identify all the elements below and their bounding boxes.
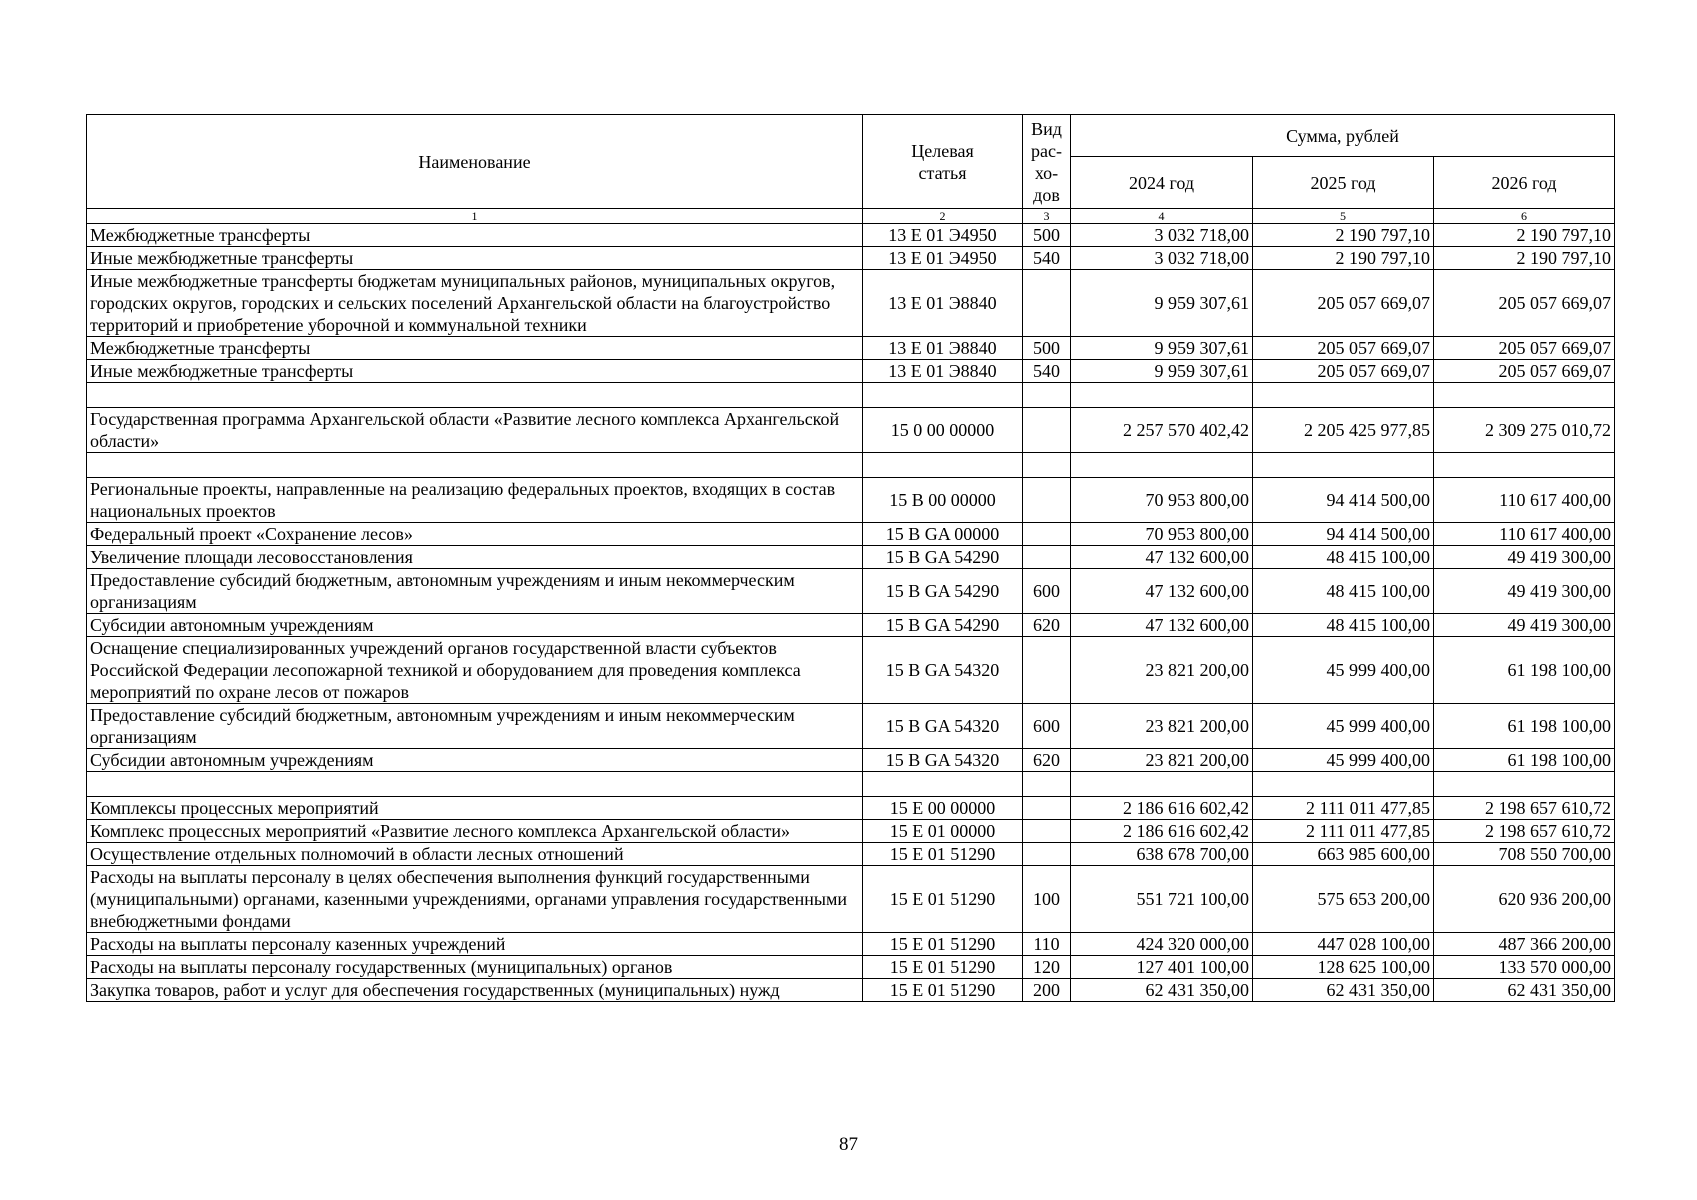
row-expense-type: 100 <box>1023 866 1071 933</box>
row-target-article: 15 Е 01 51290 <box>863 979 1023 1002</box>
header-target-line2: статья <box>918 162 967 183</box>
empty-cell <box>1434 383 1615 408</box>
row-target-article: 15 Е 01 51290 <box>863 843 1023 866</box>
column-number: 4 <box>1071 209 1253 224</box>
row-expense-type: 500 <box>1023 337 1071 360</box>
row-expense-type <box>1023 797 1071 820</box>
row-amount-2026: 2 190 797,10 <box>1434 247 1615 270</box>
empty-cell <box>1434 453 1615 478</box>
table-body <box>87 224 1615 1002</box>
row-name: Расходы на выплаты персоналу государственных (муниципальных) органов <box>87 956 863 979</box>
row-target-article: 15 В GA 54290 <box>863 569 1023 614</box>
row-target-article: 15 В GA 54290 <box>863 614 1023 637</box>
row-amount-2024: 127 401 100,00 <box>1071 956 1253 979</box>
column-number: 6 <box>1434 209 1615 224</box>
row-amount-2024: 424 320 000,00 <box>1071 933 1253 956</box>
column-numbers-row <box>87 209 1615 224</box>
row-name: Иные межбюджетные трансферты <box>87 360 863 383</box>
row-name: Предоставление субсидий бюджетным, автономным учреждениям и иным некоммерческим организациям <box>87 704 863 749</box>
table-row <box>87 979 1615 1002</box>
row-amount-2025: 45 999 400,00 <box>1253 637 1434 704</box>
row-target-article: 15 0 00 00000 <box>863 408 1023 453</box>
row-amount-2026: 61 198 100,00 <box>1434 637 1615 704</box>
row-target-article: 13 Е 01 Э4950 <box>863 247 1023 270</box>
row-amount-2024: 638 678 700,00 <box>1071 843 1253 866</box>
row-name: Комплекс процессных мероприятий «Развитие лесного комплекса Архангельской области» <box>87 820 863 843</box>
table-row <box>87 360 1615 383</box>
header-sum: Сумма, рублей <box>1071 115 1615 157</box>
row-expense-type: 600 <box>1023 704 1071 749</box>
empty-cell <box>1071 383 1253 408</box>
row-amount-2024: 47 132 600,00 <box>1071 614 1253 637</box>
row-target-article: 15 В GA 54320 <box>863 637 1023 704</box>
empty-cell <box>87 383 863 408</box>
row-expense-type: 120 <box>1023 956 1071 979</box>
table-spacer-row <box>87 453 1615 478</box>
row-expense-type <box>1023 408 1071 453</box>
row-name: Государственная программа Архангельской области «Развитие лесного комплекса Архангельской области» <box>87 408 863 453</box>
header-type-line1: Вид <box>1031 118 1062 139</box>
row-amount-2025: 663 985 600,00 <box>1253 843 1434 866</box>
row-target-article: 15 В GA 54320 <box>863 749 1023 772</box>
row-target-article: 15 Е 00 00000 <box>863 797 1023 820</box>
header-type-line2: рас- <box>1031 140 1062 161</box>
table-row <box>87 749 1615 772</box>
table-row <box>87 224 1615 247</box>
row-expense-type <box>1023 843 1071 866</box>
row-expense-type: 600 <box>1023 569 1071 614</box>
row-amount-2026: 49 419 300,00 <box>1434 546 1615 569</box>
row-name: Субсидии автономным учреждениям <box>87 614 863 637</box>
header-target-line1: Целевая <box>911 140 974 161</box>
row-amount-2024: 2 257 570 402,42 <box>1071 408 1253 453</box>
header-year-2026: 2026 год <box>1434 157 1615 209</box>
header-type-line4: дов <box>1033 184 1060 205</box>
row-amount-2026: 110 617 400,00 <box>1434 523 1615 546</box>
row-amount-2024: 551 721 100,00 <box>1071 866 1253 933</box>
row-amount-2025: 447 028 100,00 <box>1253 933 1434 956</box>
row-expense-type: 540 <box>1023 247 1071 270</box>
header-year-2024: 2024 год <box>1071 157 1253 209</box>
row-expense-type: 620 <box>1023 614 1071 637</box>
row-expense-type: 500 <box>1023 224 1071 247</box>
row-amount-2024: 3 032 718,00 <box>1071 224 1253 247</box>
row-amount-2024: 2 186 616 602,42 <box>1071 820 1253 843</box>
empty-cell <box>87 772 863 797</box>
empty-cell <box>1023 772 1071 797</box>
header-type-line3: хо- <box>1034 162 1059 183</box>
row-amount-2025: 2 205 425 977,85 <box>1253 408 1434 453</box>
row-name: Субсидии автономным учреждениям <box>87 749 863 772</box>
column-number: 5 <box>1253 209 1434 224</box>
row-amount-2024: 9 959 307,61 <box>1071 360 1253 383</box>
header-year-2025: 2025 год <box>1253 157 1434 209</box>
empty-cell <box>1071 453 1253 478</box>
budget-table <box>86 114 1615 1002</box>
table-row <box>87 523 1615 546</box>
row-amount-2026: 487 366 200,00 <box>1434 933 1615 956</box>
row-name: Оснащение специализированных учреждений органов государственной власти субъектов Российской Федерации лесопожарной техникой и оборудованием для проведения комплекса мероприятий по охране лесов от пожаров <box>87 637 863 704</box>
row-amount-2026: 205 057 669,07 <box>1434 337 1615 360</box>
row-amount-2026: 620 936 200,00 <box>1434 866 1615 933</box>
row-amount-2026: 49 419 300,00 <box>1434 614 1615 637</box>
row-target-article: 13 Е 01 Э8840 <box>863 270 1023 337</box>
empty-cell <box>863 772 1023 797</box>
row-expense-type <box>1023 478 1071 523</box>
row-name: Увеличение площади лесовосстановления <box>87 546 863 569</box>
table-row <box>87 247 1615 270</box>
row-amount-2025: 94 414 500,00 <box>1253 478 1434 523</box>
row-amount-2024: 47 132 600,00 <box>1071 569 1253 614</box>
row-amount-2025: 48 415 100,00 <box>1253 546 1434 569</box>
table-row <box>87 637 1615 704</box>
row-amount-2025: 62 431 350,00 <box>1253 979 1434 1002</box>
row-amount-2025: 45 999 400,00 <box>1253 749 1434 772</box>
row-target-article: 15 Е 01 00000 <box>863 820 1023 843</box>
row-amount-2024: 3 032 718,00 <box>1071 247 1253 270</box>
row-name: Расходы на выплаты персоналу казенных учреждений <box>87 933 863 956</box>
row-amount-2024: 2 186 616 602,42 <box>1071 797 1253 820</box>
table-header <box>87 115 1615 224</box>
row-name: Комплексы процессных мероприятий <box>87 797 863 820</box>
row-target-article: 13 Е 01 Э8840 <box>863 337 1023 360</box>
row-amount-2026: 61 198 100,00 <box>1434 704 1615 749</box>
empty-cell <box>863 383 1023 408</box>
table-spacer-row <box>87 772 1615 797</box>
row-amount-2026: 2 309 275 010,72 <box>1434 408 1615 453</box>
column-number: 1 <box>87 209 863 224</box>
empty-cell <box>87 453 863 478</box>
empty-cell <box>1071 772 1253 797</box>
column-number: 3 <box>1023 209 1071 224</box>
table-row-section <box>87 408 1615 453</box>
table-row <box>87 843 1615 866</box>
row-amount-2024: 23 821 200,00 <box>1071 749 1253 772</box>
row-amount-2025: 48 415 100,00 <box>1253 569 1434 614</box>
table-spacer-row <box>87 383 1615 408</box>
table-row <box>87 270 1615 337</box>
table-row <box>87 546 1615 569</box>
empty-cell <box>863 453 1023 478</box>
empty-cell <box>1023 453 1071 478</box>
table-row <box>87 614 1615 637</box>
row-expense-type <box>1023 523 1071 546</box>
row-expense-type <box>1023 270 1071 337</box>
table-row <box>87 956 1615 979</box>
row-amount-2025: 94 414 500,00 <box>1253 523 1434 546</box>
row-amount-2026: 49 419 300,00 <box>1434 569 1615 614</box>
table-row <box>87 569 1615 614</box>
row-name: Региональные проекты, направленные на реализацию федеральных проектов, входящих в состав национальных проектов <box>87 478 863 523</box>
empty-cell <box>1253 383 1434 408</box>
empty-cell <box>1253 453 1434 478</box>
row-amount-2026: 205 057 669,07 <box>1434 270 1615 337</box>
row-amount-2025: 205 057 669,07 <box>1253 337 1434 360</box>
row-expense-type <box>1023 546 1071 569</box>
row-amount-2025: 205 057 669,07 <box>1253 270 1434 337</box>
row-name: Расходы на выплаты персоналу в целях обеспечения выполнения функций государственными (муниципальными) органами, казенными учреждениями, органами управления государственными внебюджетными фондами <box>87 866 863 933</box>
row-amount-2025: 575 653 200,00 <box>1253 866 1434 933</box>
row-target-article: 15 Е 01 51290 <box>863 933 1023 956</box>
row-amount-2024: 23 821 200,00 <box>1071 704 1253 749</box>
header-target-article <box>863 115 1023 209</box>
row-name: Федеральный проект «Сохранение лесов» <box>87 523 863 546</box>
row-amount-2024: 62 431 350,00 <box>1071 979 1253 1002</box>
row-expense-type <box>1023 637 1071 704</box>
row-amount-2026: 205 057 669,07 <box>1434 360 1615 383</box>
table-row <box>87 933 1615 956</box>
row-amount-2026: 133 570 000,00 <box>1434 956 1615 979</box>
row-target-article: 13 Е 01 Э4950 <box>863 224 1023 247</box>
row-name: Закупка товаров, работ и услуг для обеспечения государственных (муниципальных) нужд <box>87 979 863 1002</box>
row-target-article: 15 В GA 54320 <box>863 704 1023 749</box>
row-expense-type <box>1023 820 1071 843</box>
row-expense-type: 620 <box>1023 749 1071 772</box>
row-amount-2025: 2 111 011 477,85 <box>1253 820 1434 843</box>
row-amount-2025: 2 111 011 477,85 <box>1253 797 1434 820</box>
header-name: Наименование <box>87 115 863 209</box>
row-amount-2025: 48 415 100,00 <box>1253 614 1434 637</box>
row-amount-2025: 128 625 100,00 <box>1253 956 1434 979</box>
table-row-section <box>87 797 1615 820</box>
table-row <box>87 866 1615 933</box>
row-amount-2026: 708 550 700,00 <box>1434 843 1615 866</box>
row-amount-2024: 9 959 307,61 <box>1071 337 1253 360</box>
row-amount-2024: 70 953 800,00 <box>1071 478 1253 523</box>
empty-cell <box>1434 772 1615 797</box>
table-row <box>87 337 1615 360</box>
row-amount-2025: 205 057 669,07 <box>1253 360 1434 383</box>
row-amount-2026: 62 431 350,00 <box>1434 979 1615 1002</box>
row-name: Иные межбюджетные трансферты <box>87 247 863 270</box>
row-amount-2026: 2 190 797,10 <box>1434 224 1615 247</box>
row-amount-2024: 9 959 307,61 <box>1071 270 1253 337</box>
row-amount-2026: 2 198 657 610,72 <box>1434 797 1615 820</box>
row-amount-2025: 2 190 797,10 <box>1253 247 1434 270</box>
row-name: Предоставление субсидий бюджетным, автономным учреждениям и иным некоммерческим организациям <box>87 569 863 614</box>
row-amount-2026: 2 198 657 610,72 <box>1434 820 1615 843</box>
row-expense-type: 540 <box>1023 360 1071 383</box>
empty-cell <box>1023 383 1071 408</box>
table-row <box>87 704 1615 749</box>
table-row <box>87 820 1615 843</box>
row-amount-2025: 2 190 797,10 <box>1253 224 1434 247</box>
row-target-article: 15 В 00 00000 <box>863 478 1023 523</box>
row-name: Иные межбюджетные трансферты бюджетам муниципальных районов, муниципальных округов, городских округов, городских и сельских поселений Архангельской области на благоустройство территорий и приобретение уборочной и коммунальной техники <box>87 270 863 337</box>
row-target-article: 13 Е 01 Э8840 <box>863 360 1023 383</box>
row-target-article: 15 В GA 00000 <box>863 523 1023 546</box>
row-amount-2024: 47 132 600,00 <box>1071 546 1253 569</box>
row-amount-2026: 110 617 400,00 <box>1434 478 1615 523</box>
row-expense-type: 110 <box>1023 933 1071 956</box>
page-number: 87 <box>839 1134 858 1155</box>
table-row-section <box>87 478 1615 523</box>
row-name: Осуществление отдельных полномочий в области лесных отношений <box>87 843 863 866</box>
row-amount-2024: 23 821 200,00 <box>1071 637 1253 704</box>
row-target-article: 15 Е 01 51290 <box>863 956 1023 979</box>
row-name: Межбюджетные трансферты <box>87 224 863 247</box>
row-target-article: 15 В GA 54290 <box>863 546 1023 569</box>
empty-cell <box>1253 772 1434 797</box>
column-number: 2 <box>863 209 1023 224</box>
row-target-article: 15 Е 01 51290 <box>863 866 1023 933</box>
row-amount-2024: 70 953 800,00 <box>1071 523 1253 546</box>
row-amount-2026: 61 198 100,00 <box>1434 749 1615 772</box>
header-expense-type <box>1023 115 1071 209</box>
row-expense-type: 200 <box>1023 979 1071 1002</box>
row-amount-2025: 45 999 400,00 <box>1253 704 1434 749</box>
row-name: Межбюджетные трансферты <box>87 337 863 360</box>
